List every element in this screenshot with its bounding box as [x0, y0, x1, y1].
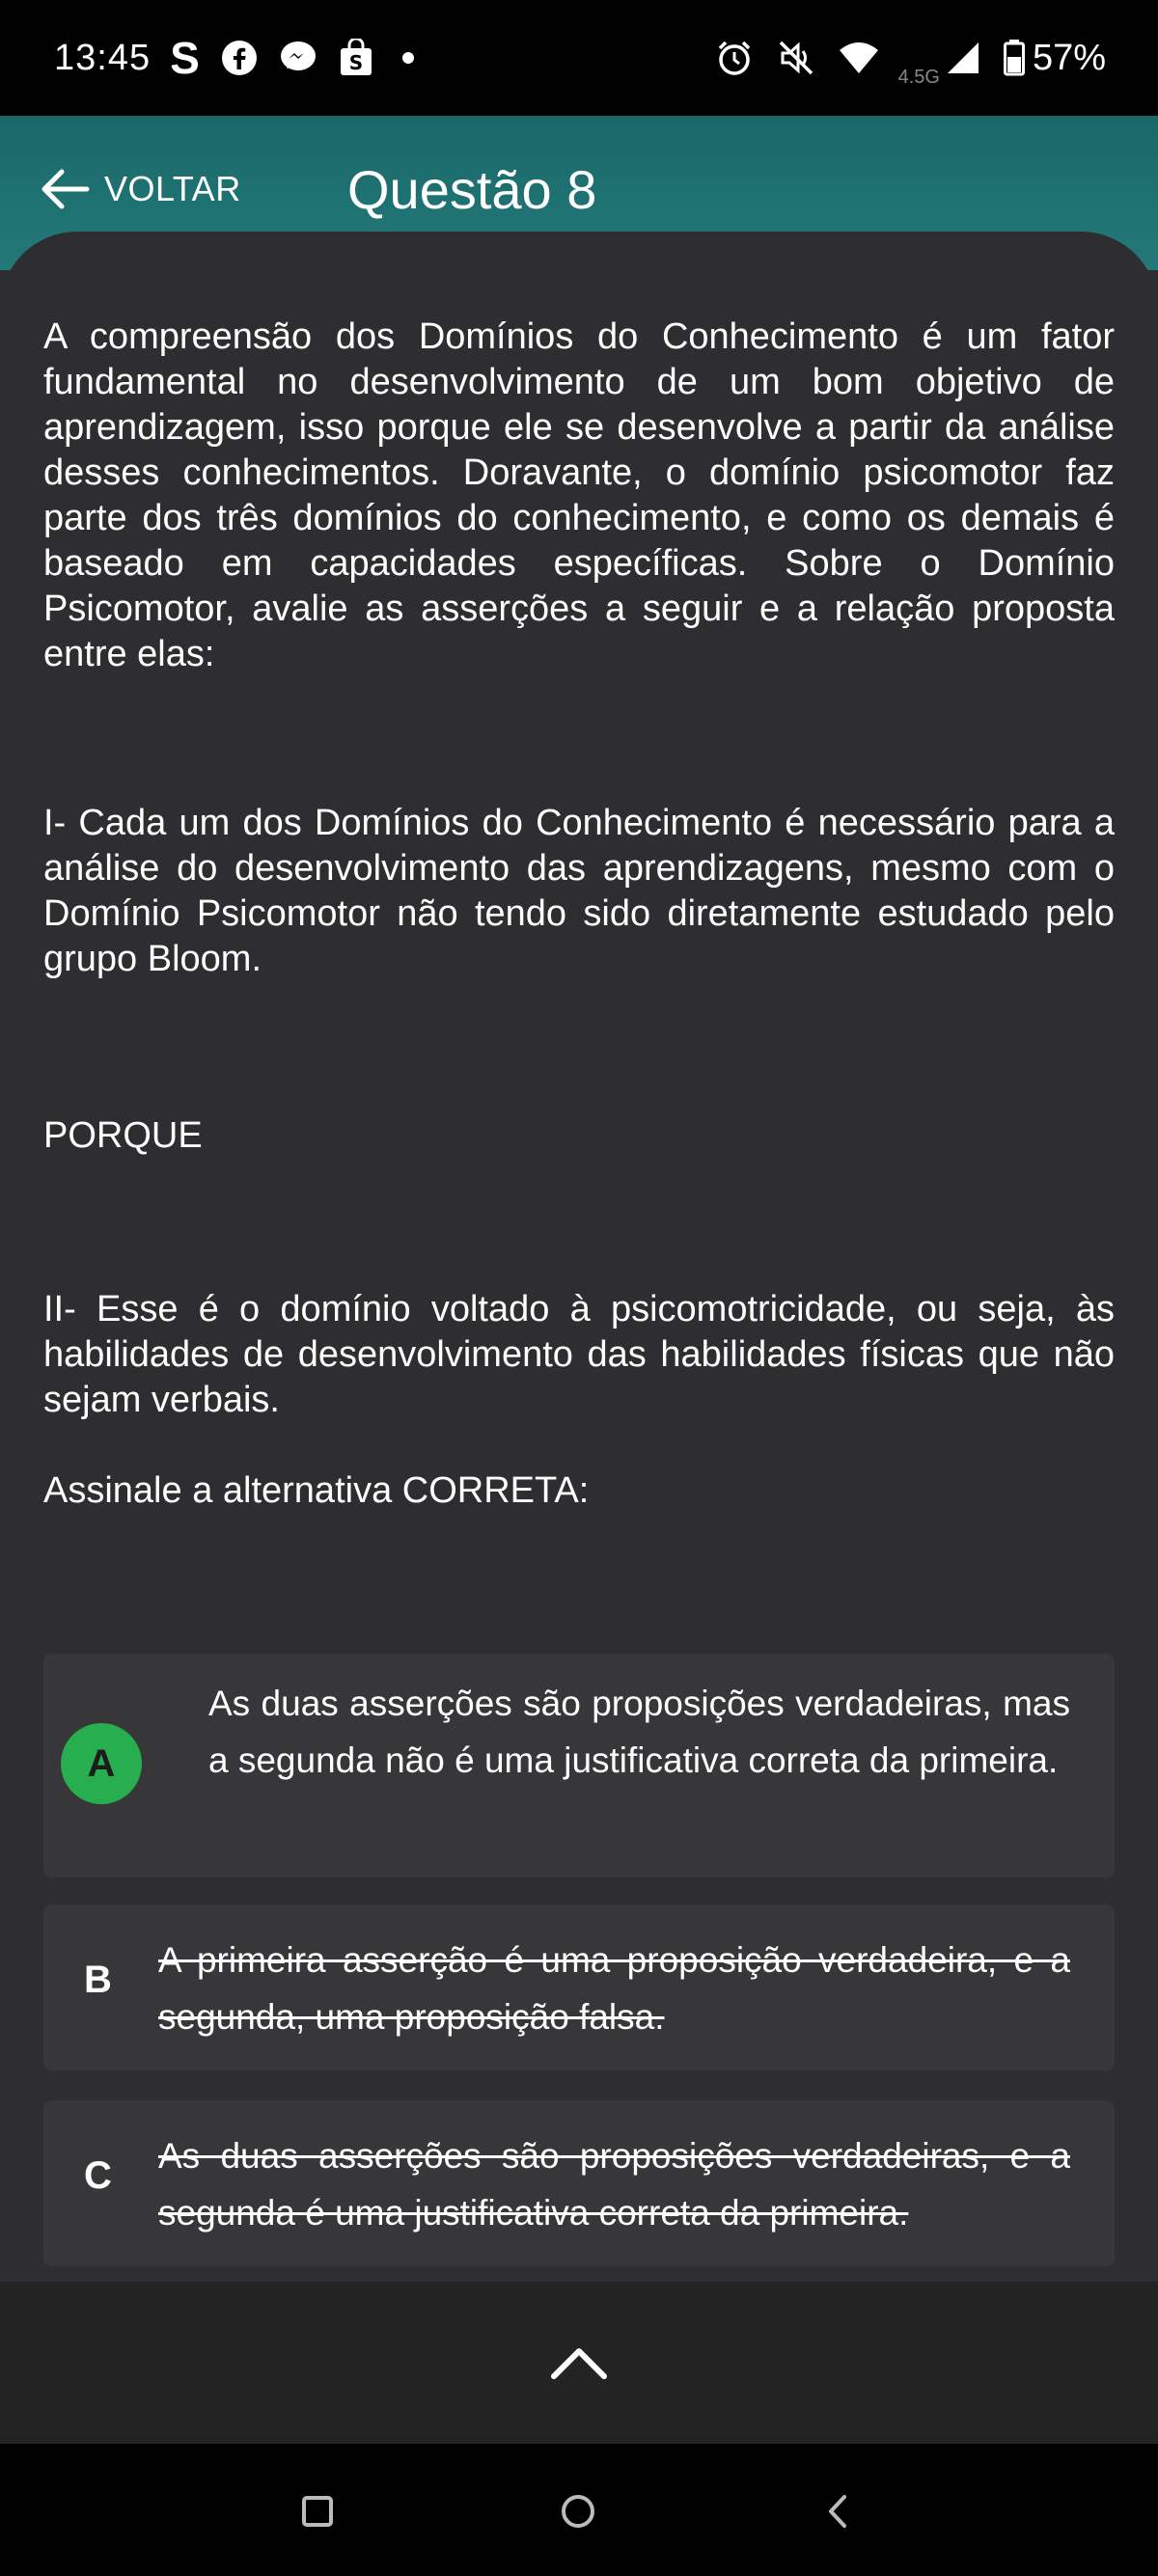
assertion-one: I- Cada um dos Domínios do Conhecimento é necessário para a análise do desenvolvimento das aprendizagens, mesmo com o Domínio Psicomotor não tendo sido diretamente estudado pelo grupo Bloom. [43, 803, 1115, 979]
square-icon [301, 2495, 334, 2528]
home-button[interactable] [549, 2482, 607, 2540]
chevron-up-icon [548, 2343, 610, 2382]
option-a-text: As duas asserções são proposições verdadeiras, mas a segunda não é uma justificativa correta da primeira. [208, 1684, 1070, 1780]
arrow-left-icon [39, 166, 91, 212]
bottom-toolbar [0, 2282, 1158, 2444]
network-label: 4.5G [897, 66, 940, 88]
assertion-two: II- Esse é o domínio voltado à psicomotricidade, ou seja, às habilidades de desenvolvimento das habilidades físicas que não sejam verbais. [43, 1289, 1115, 1420]
option-a-letter-badge: A [61, 1723, 142, 1804]
system-nav-bar [0, 2444, 1158, 2576]
instruction-text: Assinale a alternativa CORRETA: [43, 1470, 590, 1511]
alarm-icon [715, 39, 754, 77]
battery-percent: 57% [1032, 37, 1106, 78]
back-label: VOLTAR [104, 169, 241, 208]
question-intro: A compreensão dos Domínios do Conhecimento é um fator fundamental no desenvolvimento de um bom objetivo de aprendizagem, isso porque ele se desenvolve a partir da análise desses conhecimentos. Doravante, o domínio psicomotor faz parte dos três domínios do conhecimento, e como os demais é baseado em capacidades específicas. Sobre o Domínio Psicomotor, avalie as asserções a seguir e a relação proposta entre elas: [43, 316, 1115, 674]
s-app-icon: S [170, 33, 200, 83]
shop-icon [339, 39, 373, 77]
option-a[interactable] [43, 1654, 1115, 1877]
back-nav-button[interactable] [809, 2482, 867, 2540]
back-button[interactable] [39, 166, 241, 212]
status-bar [0, 0, 1158, 116]
question-content[interactable] [0, 232, 1158, 2282]
svg-text:S: S [348, 51, 363, 74]
signal-icon [946, 41, 980, 75]
option-c-letter: C [84, 2154, 112, 2197]
scroll-up-button[interactable] [531, 2315, 627, 2411]
option-c-text: As duas asserções são proposições verdadeiras, e a segunda é uma justificativa correta da primeira. [158, 2136, 1070, 2233]
porque-label: PORQUE [43, 1115, 203, 1156]
messenger-icon [279, 40, 317, 76]
battery-icon [1004, 40, 1025, 76]
status-left [54, 32, 414, 84]
wifi-icon [839, 41, 879, 75]
circle-icon [560, 2493, 596, 2530]
dot-icon [402, 52, 414, 64]
recents-button[interactable] [289, 2482, 346, 2540]
option-c[interactable] [43, 2100, 1115, 2266]
option-b-letter: B [84, 1959, 112, 2001]
status-time: 13:45 [54, 37, 152, 78]
facebook-icon [221, 40, 258, 76]
mute-icon [777, 39, 815, 77]
status-right [692, 28, 1106, 89]
chevron-left-icon [823, 2493, 852, 2530]
page-title: Questão 8 [347, 159, 597, 220]
option-b-text: A primeira asserção é uma proposição verdadeira, e a segunda, uma proposição falsa. [158, 1940, 1070, 2037]
option-b[interactable] [43, 1905, 1115, 2070]
